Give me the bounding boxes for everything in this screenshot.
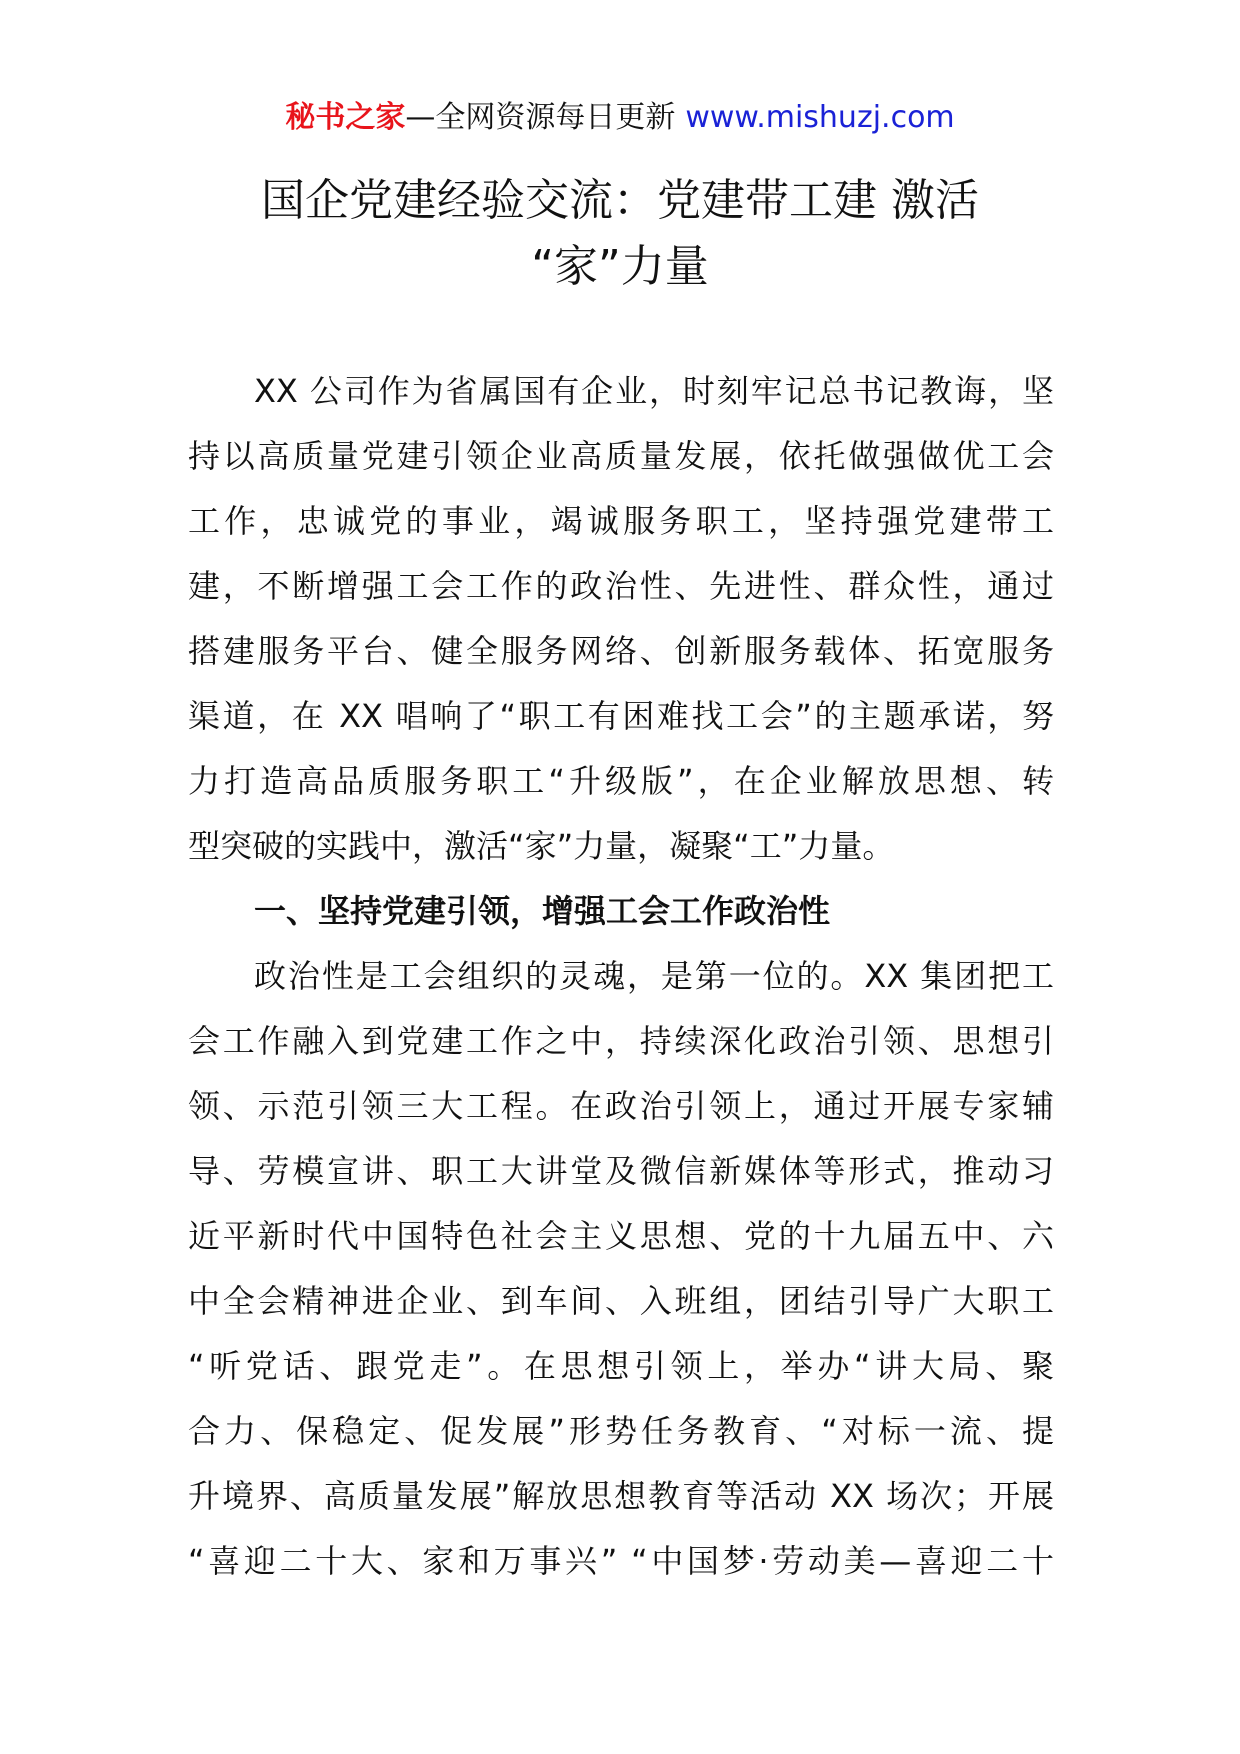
- paragraph-line: 领、示范引领三大工程。在政治引领上，通过开展专家辅: [188, 1087, 1054, 1125]
- paragraph-line: 建，不断增强工会工作的政治性、先进性、群众性，通过: [188, 567, 1054, 605]
- paragraph-line: 搭建服务平台、健全服务网络、创新服务载体、拓宽服务: [188, 632, 1054, 670]
- paragraph-line: “喜迎二十大、家和万事兴” “中国梦·劳动美—喜迎二十: [188, 1542, 1054, 1580]
- paragraph-line: 会工作融入到党建工作之中，持续深化政治引领、思想引: [188, 1022, 1054, 1060]
- paragraph-line: 升境界、高质量发展”解放思想教育等活动 XX 场次；开展: [188, 1477, 1054, 1515]
- paragraph-line: 工作，忠诚党的事业，竭诚服务职工，坚持强党建带工: [188, 502, 1054, 540]
- paragraph-line: 政治性是工会组织的灵魂，是第一位的。XX 集团把工: [254, 957, 1054, 995]
- paragraph-line: 型突破的实践中，激活“家”力量，凝聚“工”力量。: [188, 827, 895, 865]
- paragraph-line: 力打造高品质服务职工“升级版”，在企业解放思想、转: [188, 762, 1054, 800]
- paragraph-line: 合力、保稳定、促发展”形势任务教育、“对标一流、提: [188, 1412, 1054, 1450]
- paragraph-line: 渠道，在 XX 唱响了“职工有困难找工会”的主题承诺，努: [188, 697, 1054, 735]
- site-url-link[interactable]: www.mishuzj.com: [685, 100, 955, 135]
- paragraph-line: XX 公司作为省属国有企业，时刻牢记总书记教诲，坚: [254, 372, 1054, 410]
- site-tagline: —全网资源每日更新: [405, 100, 676, 135]
- paragraph-line: “听党话、跟党走”。在思想引领上，举办“讲大局、聚: [188, 1347, 1054, 1385]
- document-title: [0, 168, 1240, 300]
- site-header: [0, 98, 1240, 138]
- paragraph-line: 近平新时代中国特色社会主义思想、党的十九届五中、六: [188, 1217, 1054, 1255]
- title-line: 国企党建经验交流：党建带工建 激活: [261, 175, 979, 226]
- section-heading: 一、坚持党建引领，增强工会工作政治性: [254, 892, 831, 930]
- paragraph-line: 持以高质量党建引领企业高质量发展，依托做强做优工会: [188, 437, 1054, 475]
- paragraph-line: 导、劳模宣讲、职工大讲堂及微信新媒体等形式，推动习: [188, 1152, 1054, 1190]
- paragraph-line: 中全会精神进企业、到车间、入班组，团结引导广大职工: [188, 1282, 1054, 1320]
- title-line: “家”力量: [531, 241, 709, 292]
- document-body: [188, 359, 1054, 1594]
- site-brand: 秘书之家: [285, 100, 406, 135]
